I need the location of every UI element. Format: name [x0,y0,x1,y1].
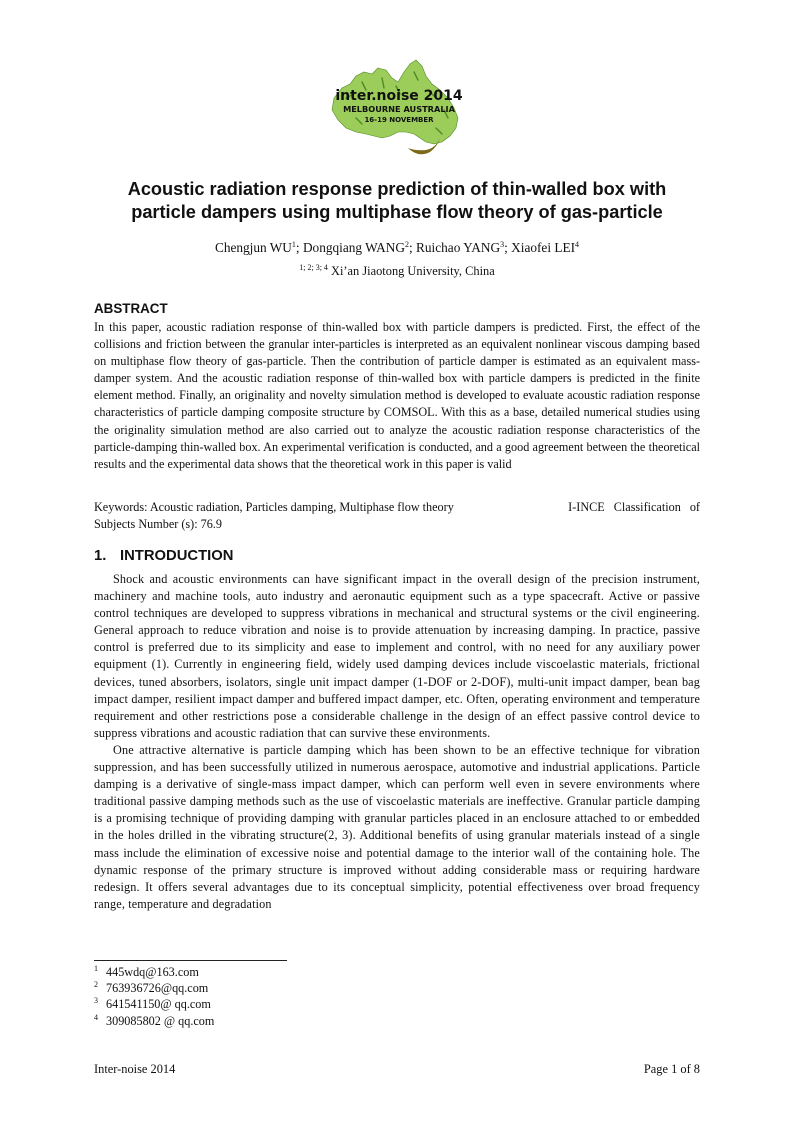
author-name: Ruichao YANG [416,240,501,255]
affiliation [94,264,700,279]
body-paragraph: Shock and acoustic environments can have significant impact in the overall design of the precision instrument, machinery and machine tools, auto industry and aeronautic equipment such as a type spacecraft. Active or passive control techniques are developed to suppress vibrations in mechanical and structural systems or the civil engineering. General approach to reduce vibration and noise is to provide attenuation by increasing damping. In practice, passive control is preferred due to its simplicity and ease to implement and control, with no need for any auxiliary power equipment (1). Currently in engineering field, widely used damping devices include viscoelastic materials, frictional devices, tuned absorbers, isolators, single unit impact damper (1-DOF or 2-DOF), multi-unit impact damper, bean bag impact damper, resilient impact damper and buffered impact damper, etc. Often, operating environment and temperature requirement and other restrictions pose a considerable challenge in the design of an effect passive control device to suppress vibrations and acoustic radiation that can survive these environments. [94,572,700,740]
classification-label: I-INCE Classification of [568,500,700,514]
logo-line-1: inter.noise 2014 [335,88,463,104]
body-paragraph: One attractive alternative is particle damping which has been shown to be an effective technique for vibration suppression, and has been successfully utilized in numerous aerospace, automotive and industrial applications. Particle damping is a derivative of single-mass impact damper, which can perform well even in severe environments where traditional passive damping methods such as the use of viscoelastic materials are ineffective. Granular particle damping is a promising technique of providing damping with granular particles placed in an enclosure attached to or embedded in the holes drilled in the vibrating structure(2, 3). Additional benefits of using granular materials instead of a single mass include the elimination of excessive noise and potential damage to the interior wall of the containing hole. The dynamic response of the primary structure is improved without adding considerable mass or requiring hardware redesign. It offers several advantages due to its conceptual simplicity, potential effectiveness over broad frequency range, temperature and degradation [94,742,700,911]
affiliation-marks: 1; 2; 3; 4 [299,263,328,272]
abstract-body [94,319,700,473]
footnote-mark: 2 [94,980,98,990]
footnote-mark: 1 [94,964,98,973]
footnote-email: 309085802 @ qq.com [106,1013,215,1028]
footnote [94,980,214,996]
affiliation-name: Xi’an Jiaotong University, China [331,264,495,278]
footnote [94,996,214,1012]
author-mark: 3 [500,240,505,249]
author-separator: ; [295,240,303,255]
abstract-heading: ABSTRACT [94,301,168,316]
section-number: 1. [94,548,107,564]
footnote-mark: 4 [94,1012,98,1022]
page-number: Page 1 of 8 [643,1062,700,1076]
paper-title: Acoustic radiation response prediction of thin-walled box with particle dampers using multiphase flow theory of gas-particle [127,179,667,222]
keywords-block [94,499,700,533]
author-name: Chengjun WU [214,240,292,255]
author-name: Dongqiang WANG [302,240,405,255]
footnote-email: 641541150@ qq.com [106,997,211,1012]
footnote [94,1013,214,1029]
section-heading-introduction [94,548,233,564]
author-mark: 1 [291,240,296,249]
footnote-divider [94,960,287,961]
abstract-paragraph: In this paper, acoustic radiation response of thin-walled box with particle dampers is predicted. First, the effect of the collisions and friction between the granular inter-particles is interpreted as an equivalent nonlinear viscous damping based on multiphase flow theory of gas-particle. Then the contribution of particle damper is estimated as an equivalent mass-damper system. And the acoustic radiation response of thin-walled box with particle dampers is predicted in the finite element method. Finally, an originality and novelty simulation method is developed to evaluate acoustic radiation response characteristics of particle damping composite structure by COMSOL. With this as a base, detailed numerical studies using the originality simulation method are also carried out to analyze the acoustic radiation response characteristics of the particle-damping thin-walled box. An experimental verification is conducted, and a good agreement between the theoretical results and the experimental data shows that the theoretical work in this paper is valid [94,320,700,471]
footnote-email: 445wdq@163.com [106,965,199,979]
conference-logo [326,58,472,162]
author-mark: 2 [405,240,409,249]
logo-line-2: MELBOURNE AUSTRALIA [343,104,455,114]
subjects-number: Subjects Number (s): 76.9 [94,517,222,532]
footer-conference: Inter-noise 2014 [94,1062,176,1076]
author-list [94,240,700,256]
footnotes [94,964,214,1029]
footnote-mark: 3 [94,996,98,1006]
author-separator: ; [504,240,512,255]
author-separator: ; [409,240,417,255]
author-name: Xiaofei LEI [511,240,576,255]
author-mark: 4 [575,240,580,249]
footnote [94,964,214,980]
keywords-text: Keywords: Acoustic radiation, Particles damping, Multiphase flow theory [94,500,454,514]
introduction-body [94,571,700,913]
logo-line-3: 16-19 NOVEMBER [364,116,434,124]
section-title: INTRODUCTION [120,548,234,564]
footnote-email: 763936726@qq.com [106,981,209,996]
